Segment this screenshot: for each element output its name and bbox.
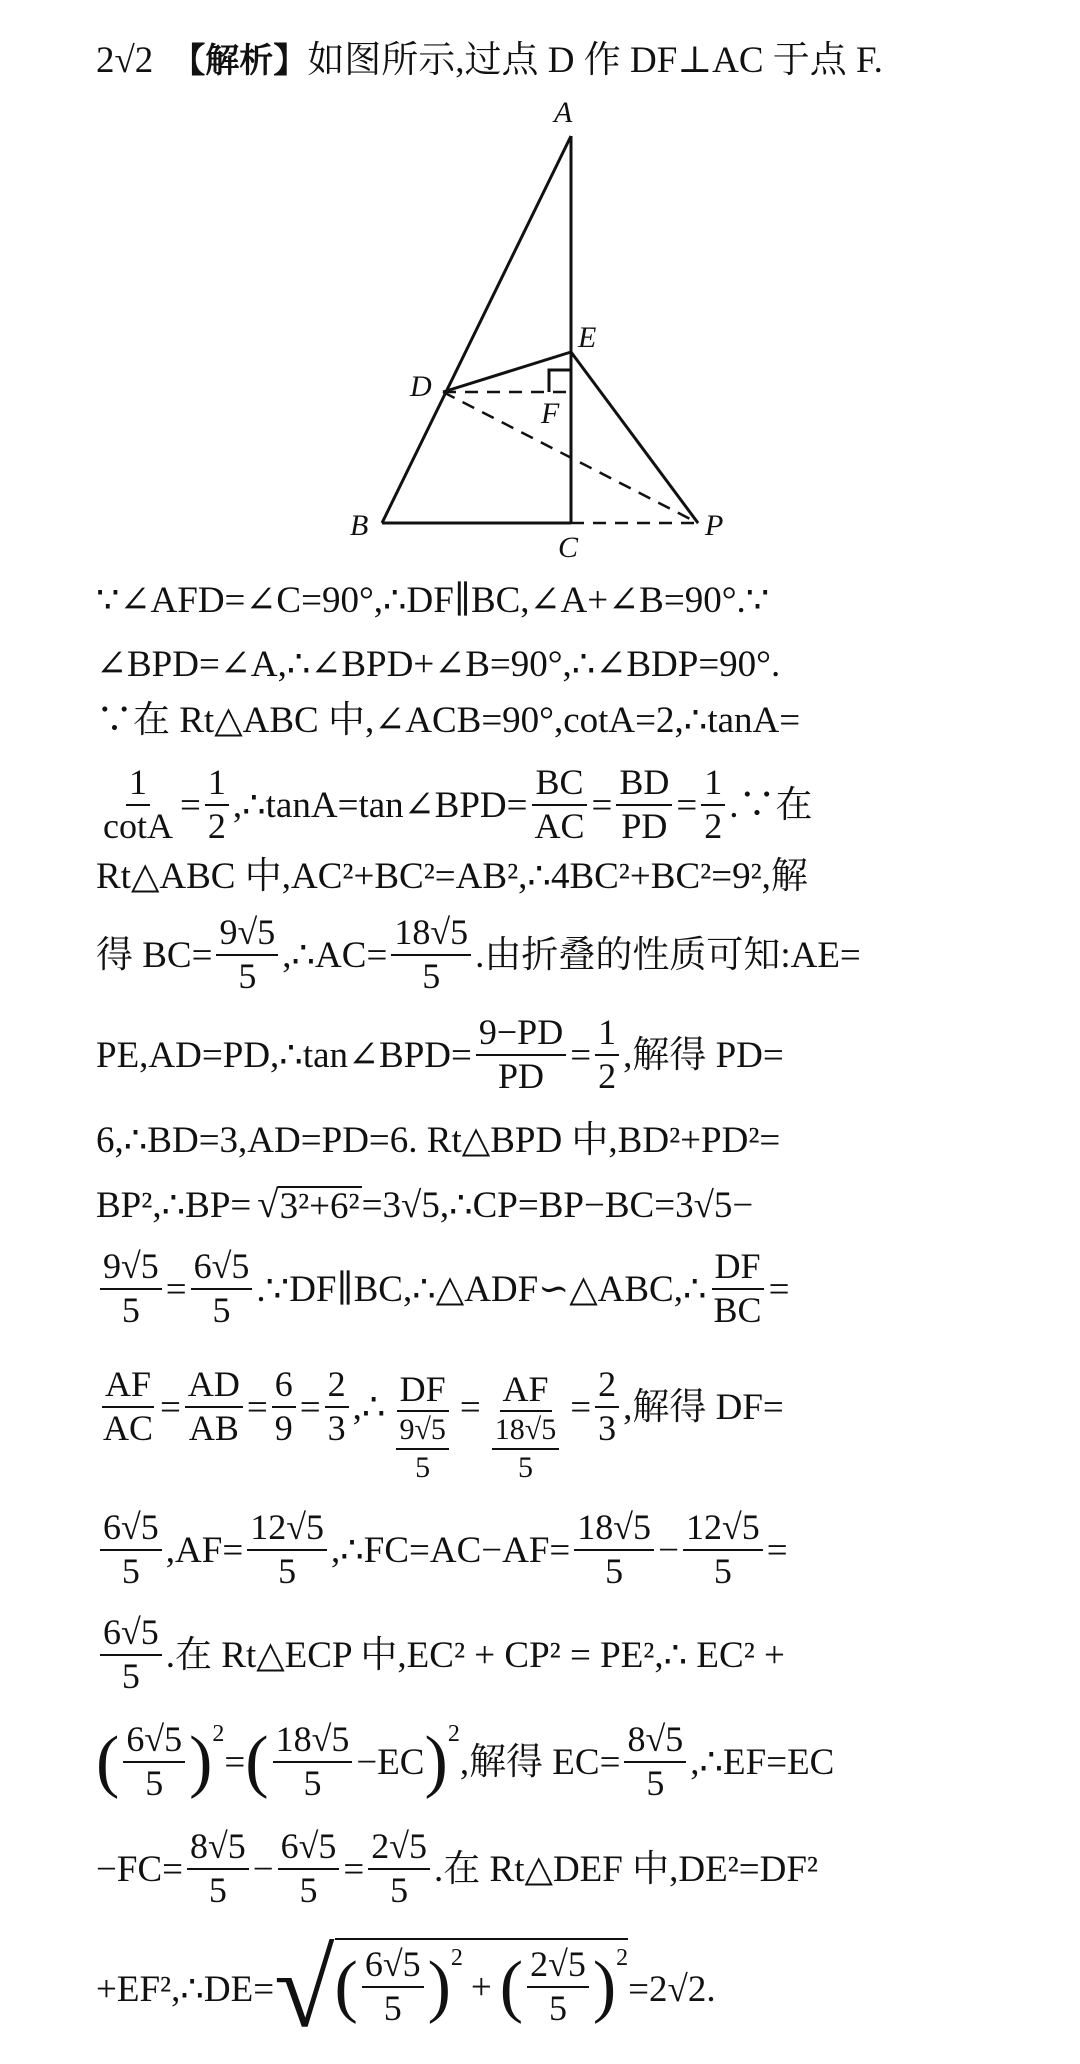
solution-text: ,∴AC= (282, 934, 388, 976)
fraction: $\frac{9√5}{5}$ (216, 914, 278, 996)
fraction: $\frac{6√5}{5}$ (278, 1828, 340, 1910)
fraction: $\frac{6√5}{5}$ (191, 1248, 253, 1330)
open-paren: ( (96, 1723, 120, 1800)
solution-line-4 (96, 760, 1016, 850)
radicand (335, 1938, 629, 2028)
equals: = (570, 1034, 592, 1076)
fraction: $\frac{1}{2}$ (205, 764, 229, 846)
solution-line-11 (96, 1342, 1016, 1484)
solution-text: +EF²,∴DE= (96, 1968, 275, 2010)
solution-text: ,∴ (352, 1386, 386, 1428)
equals: = (766, 1529, 788, 1571)
compound-fraction: $\frac{AF}{\frac{18√5}{5}}$ (485, 1371, 566, 1484)
equals: = (160, 1386, 181, 1428)
equals: = (224, 1741, 246, 1783)
solution-text: ,解得 PD= (623, 1034, 784, 1076)
solution-text: ,∴EF=EC (690, 1741, 835, 1783)
fraction: $\frac{18√5}{5}$ (492, 1414, 559, 1483)
exponent: 2 (447, 1721, 460, 1747)
geometry-diagram (0, 92, 1080, 562)
analysis-tag: 【解析】 (171, 40, 308, 81)
solution-line-6 (96, 910, 1016, 1000)
solution-text: =3√5,∴CP=BP−BC=3√5− (361, 1184, 754, 1226)
fraction: $\frac{BD}{PD}$ (616, 764, 672, 846)
equals: = (246, 1386, 268, 1428)
fraction: $\frac{2}{3}$ (595, 1366, 619, 1448)
fraction: $\frac{6√5}{5}$ (362, 1946, 424, 2028)
label-d: D (410, 370, 432, 403)
solution-text: −FC= (96, 1848, 183, 1890)
fraction: $\frac{AF}{AC}$ (103, 1364, 154, 1448)
solution-text: .∵在 (729, 784, 813, 826)
fraction: $\frac{6√5}{5}$ (100, 1509, 162, 1591)
fraction: $\frac{8√5}{5}$ (187, 1828, 249, 1910)
solution-text: ,AF= (165, 1529, 244, 1571)
solution-line-14 (96, 1712, 1016, 1812)
equals: = (343, 1848, 365, 1890)
minus: − (658, 1529, 679, 1571)
solution-line-7 (96, 1010, 1016, 1100)
fraction: $\frac{1}{2}$ (595, 1014, 619, 1096)
exponent: 2 (450, 1945, 463, 1972)
fraction: $\frac{8√5}{5}$ (624, 1721, 686, 1803)
solution-line-16 (96, 1928, 1016, 2050)
solution-text: .∵DF∥BC,∴△ADF∽△ABC,∴ (256, 1268, 707, 1310)
solution-text: ,解得 EC= (459, 1741, 621, 1783)
solution-text: 6,∴BD=3,AD=PD=6. Rt△BPD 中,BD²+PD²= (96, 1119, 781, 1161)
solution-text: ,∴tanA=tan∠BPD= (232, 784, 528, 826)
open-paren: ( (245, 1723, 269, 1800)
equals: = (591, 784, 613, 826)
fraction: $\frac{9-PD}{PD}$ (476, 1014, 566, 1096)
fraction: $\frac{12√5}{5}$ (683, 1509, 763, 1591)
fraction: $\frac{6}{9}$ (272, 1366, 296, 1448)
solution-text: ,∴FC=AC−AF= (330, 1529, 571, 1571)
label-e: E (578, 321, 597, 354)
equals: = (459, 1386, 481, 1428)
label-b: B (350, 509, 369, 542)
fraction: $\frac{9√5}{5}$ (100, 1248, 162, 1330)
fraction: $\frac{1}{\cot A}$ (103, 762, 173, 846)
segment-ep (571, 352, 698, 523)
solution-text: BP²,∴BP= (96, 1184, 252, 1226)
answer-value: 2√2 (96, 40, 154, 81)
label-p: P (705, 509, 724, 542)
equals: = (179, 784, 201, 826)
fraction: $\frac{18√5}{5}$ (273, 1721, 353, 1803)
square-root: √ 3²+6² (257, 1182, 360, 1227)
equals: = (676, 784, 698, 826)
equals: = (570, 1386, 592, 1428)
right-angle-mark (549, 370, 571, 392)
close-paren: ) (189, 1723, 213, 1800)
radical-sign: √ (274, 1928, 335, 2050)
answer-header (96, 42, 1016, 79)
fraction: $\frac{18√5}{5}$ (574, 1509, 654, 1591)
segment-ab (382, 136, 571, 523)
close-paren: ) (427, 1948, 451, 2025)
solution-line-1 (96, 580, 1016, 620)
solution-text: .由折叠的性质可知:AE= (475, 934, 861, 976)
solution-line-5 (96, 856, 1016, 896)
exponent: 2 (616, 1945, 629, 1972)
fraction: $\frac{BC}{AC}$ (532, 764, 588, 846)
close-paren: ) (592, 1948, 617, 2025)
fraction: $\frac{6√5}{5}$ (123, 1721, 185, 1803)
fraction: $\frac{AD}{AB}$ (185, 1366, 243, 1448)
fraction: $\frac{1}{2}$ (701, 764, 725, 846)
solution-line-13 (96, 1610, 1016, 1700)
solution-text: Rt△ABC 中,AC²+BC²=AB²,∴4BC²+BC²=9²,解 (96, 855, 808, 897)
solution-text: ∵∠AFD=∠C=90°,∴DF∥BC,∠A+∠B=90°.∵ (96, 579, 770, 621)
solution-line-9 (96, 1180, 1016, 1230)
header-text: 如图所示,过点 D 作 DF⊥AC 于点 F. (307, 40, 883, 81)
solution-text: .在 Rt△ECP 中,EC² + CP² = PE²,∴ EC² + (165, 1634, 785, 1676)
solution-text: ∵在 Rt△ABC 中,∠ACB=90°,cotA=2,∴tanA= (96, 699, 801, 741)
open-paren: ( (334, 1948, 358, 2025)
plus: + (470, 1966, 492, 2008)
label-f: F (541, 397, 560, 430)
solution-text: −EC (356, 1741, 425, 1783)
equals: = (768, 1268, 790, 1310)
fraction: $\frac{6√5}{5}$ (100, 1614, 162, 1696)
solution-text: =2√2. (628, 1968, 716, 2010)
solution-text: 得 BC= (96, 934, 213, 976)
open-paren: ( (499, 1948, 524, 2025)
solution-line-12 (96, 1505, 1016, 1595)
solution-line-15 (96, 1824, 1016, 1914)
solution-line-10 (96, 1244, 1016, 1334)
fraction: $\frac{DF}{BC}$ (713, 1246, 762, 1330)
fraction: $\frac{18√5}{5}$ (391, 914, 471, 996)
solution-text: .在 Rt△DEF 中,DE²=DF² (434, 1848, 819, 1890)
solution-text: ,解得 DF= (623, 1386, 784, 1428)
solution-text: PE,AD=PD,∴tan∠BPD= (96, 1034, 472, 1076)
solution-text: ∠BPD=∠A,∴∠BPD+∠B=90°,∴∠BDP=90°. (96, 643, 781, 685)
fraction: $\frac{9√5}{5}$ (396, 1414, 448, 1483)
compound-fraction: $\frac{DF}{\frac{9√5}{5}}$ (389, 1371, 455, 1484)
solution-line-8 (96, 1120, 1016, 1160)
exponent: 2 (212, 1721, 225, 1747)
solution-line-3 (96, 700, 1016, 740)
label-a: A (554, 96, 573, 129)
equals: = (165, 1268, 187, 1310)
fraction: $\frac{2√5}{5}$ (527, 1946, 589, 2028)
close-paren: ) (424, 1723, 448, 1800)
fraction: $\frac{2√5}{5}$ (368, 1828, 430, 1910)
fraction: $\frac{2}{3}$ (325, 1366, 349, 1448)
solution-line-2 (96, 644, 1016, 684)
minus: − (252, 1848, 274, 1890)
label-c: C (558, 531, 579, 562)
equals: = (299, 1386, 321, 1428)
fraction: $\frac{12√5}{5}$ (247, 1509, 327, 1591)
